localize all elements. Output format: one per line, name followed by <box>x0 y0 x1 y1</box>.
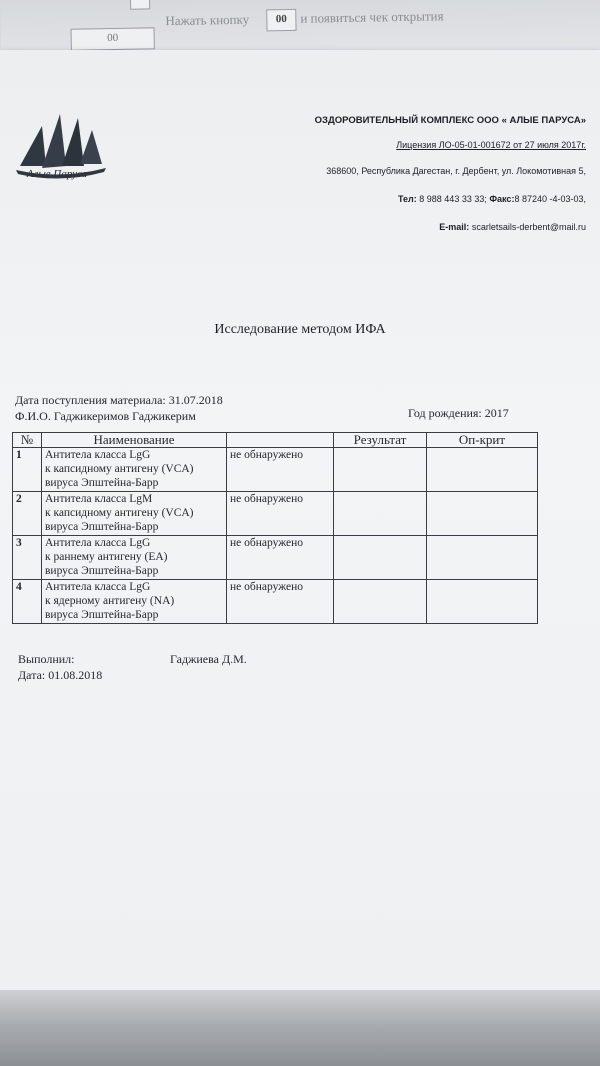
table-row <box>13 580 538 624</box>
row-name <box>42 580 227 624</box>
header-name: Наименование <box>42 433 227 448</box>
underlay-small-box <box>130 0 150 10</box>
row-value: не обнаружено <box>227 580 334 624</box>
name-line: к капсидному антигену (VCA) <box>45 507 194 519</box>
row-no: 2 <box>13 492 42 536</box>
fax-label: Факс: <box>489 194 515 204</box>
report-date: Дата: 01.08.2018 <box>18 668 103 682</box>
logo-text: Алые Паруса <box>26 168 88 180</box>
row-value: не обнаружено <box>227 448 334 492</box>
document-title: Исследование методом ИФА <box>214 322 386 337</box>
name-line: вируса Эпштейна-Барр <box>45 609 159 621</box>
row-name <box>42 536 227 580</box>
underlay-hint-tail: и появиться чек открытия <box>300 8 444 26</box>
name-line: вируса Эпштейна-Барр <box>45 521 159 533</box>
name-line: к раннему антигену (ЕА) <box>45 551 168 563</box>
table-row <box>13 492 538 536</box>
row-no: 3 <box>13 536 42 580</box>
header-value <box>227 433 334 448</box>
name-line: Антитела класса LgM <box>45 493 153 505</box>
row-name <box>42 448 227 492</box>
row-value: не обнаружено <box>227 536 334 580</box>
row-value: не обнаружено <box>227 492 334 536</box>
birth-year: Год рождения: 2017 <box>408 406 509 420</box>
name-line: вируса Эпштейна-Барр <box>45 565 159 577</box>
table-row <box>13 448 538 492</box>
name-line: Антитела класса LgG <box>45 449 151 461</box>
row-result <box>334 536 427 580</box>
row-ref <box>427 536 538 580</box>
underlay-field-box: 00 <box>71 27 155 50</box>
underlay-button-box: 00 <box>266 9 296 32</box>
row-ref <box>427 580 538 624</box>
patient-name: Ф.И.О. Гаджикеримов Гаджикерим <box>15 409 196 423</box>
row-result <box>334 580 427 624</box>
email-value: scarletsails-derbent@mail.ru <box>471 222 586 232</box>
material-date: Дата поступления материала: 31.07.2018 <box>15 393 223 407</box>
row-ref <box>427 448 538 492</box>
name-line: Антитела класса LgG <box>45 537 151 549</box>
name-line: Антитела класса LgG <box>45 581 151 593</box>
row-result <box>334 492 427 536</box>
table-row <box>13 536 538 580</box>
underlay-hint: Нажать кнопку <box>165 11 250 29</box>
org-name: ОЗДОРОВИТЕЛЬНЫЙ КОМПЛЕКС ООО « АЛЫЕ ПАРУСА» <box>314 115 586 126</box>
address-line: 368600, Республика Дагестан, г. Дербент, ул. Локомотивная 5, <box>326 166 586 176</box>
email-label: E-mail: <box>439 222 470 232</box>
license-line: Лицензия ЛО-05-01-001672 от 27 июля 2017г. <box>396 140 586 150</box>
row-no: 1 <box>13 448 42 492</box>
table-surface <box>0 990 600 1066</box>
row-name <box>42 492 227 536</box>
name-line: к капсидному антигену (VCA) <box>45 463 194 475</box>
table-header-row <box>13 433 538 448</box>
row-no: 4 <box>13 580 42 624</box>
email-line <box>439 222 586 232</box>
contact-line <box>398 194 586 204</box>
header-ref: Оп-крит <box>427 433 538 448</box>
header-no: № <box>13 433 42 448</box>
name-line: к ядерному антигену (NA) <box>45 595 175 607</box>
fax-value: 8 87240 -4-03-03, <box>514 194 586 204</box>
row-ref <box>427 492 538 536</box>
performer-name: Гаджиева Д.М. <box>170 652 247 666</box>
results-table <box>12 432 538 624</box>
name-line: вируса Эпштейна-Барр <box>45 477 159 489</box>
tel-label: Тел: <box>397 194 417 204</box>
tel-value: 8 988 443 33 33; <box>419 194 487 204</box>
header-result: Результат <box>334 433 427 448</box>
row-result <box>334 448 427 492</box>
performed-label: Выполнил: <box>18 652 75 666</box>
